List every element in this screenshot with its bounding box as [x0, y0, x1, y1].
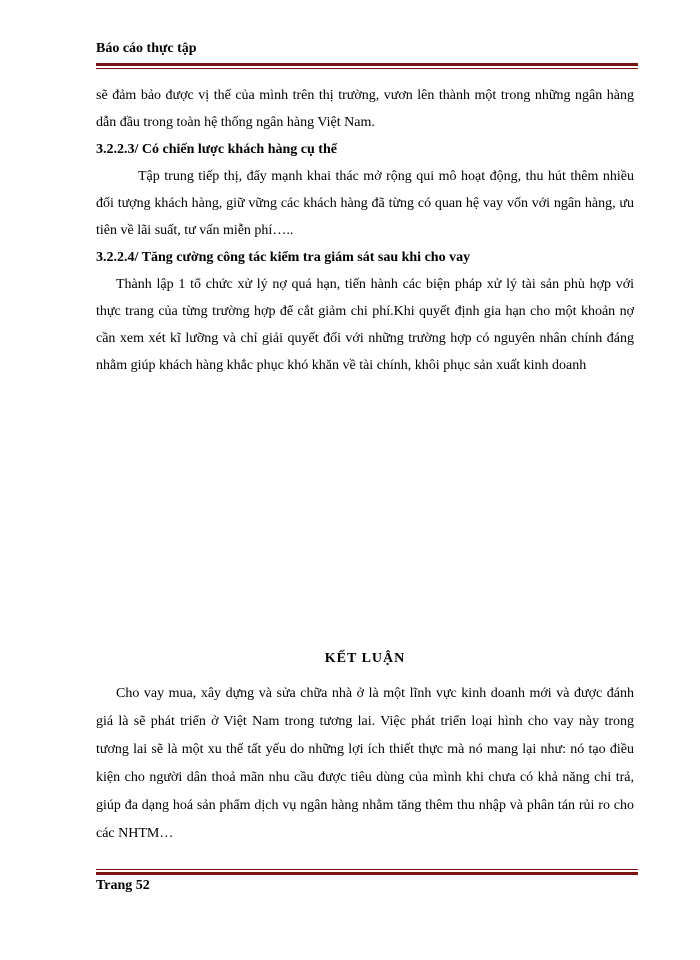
footer-divider [96, 869, 638, 875]
page-header-title: Báo cáo thực tập [96, 41, 197, 56]
conclusion-body [96, 680, 634, 848]
document-body [96, 82, 634, 379]
header-divider [96, 63, 638, 69]
paragraph-conclusion: Cho vay mua, xây dựng và sửa chữa nhà ở là một lĩnh vực kinh doanh mới và được đánh giá là sẽ phát triển ở Việt Nam trong tương lai. Việc phát triển loại hình cho vay này trong tương lai sẽ là một xu thế tất yếu do những lợi ích thiết thực mà nó mang lại như: nó tạo điều kiện cho người dân thoả mãn nhu cầu được tiêu dùng của mình khi chưa có khả năng chi trả, giúp đa dạng hoá sản phẩm dịch vụ ngân hàng nhằm tăng thêm thu nhập và phân tán rủi ro cho các NHTM… [96, 686, 634, 841]
page-number: Trang 52 [96, 878, 150, 893]
conclusion-title: KẾT LUẬN [324, 651, 406, 666]
section-heading-3-2-2-4: 3.2.2.4/ Tăng cường công tác kiểm tra giám sát sau khi cho vay [96, 250, 471, 265]
paragraph-loan-supervision: Thành lập 1 tổ chức xử lý nợ quá hạn, tiến hành các biện pháp xử lý tài sản phù hợp với thực trang của từng trường hợp để cắt giảm chi phí.Khi quyết định gia hạn cho một khoản nợ cần xem xét kĩ lưỡng và chỉ giải quyết đối với những trường hợp có nguyên nhân chính đáng nhằm giúp khách hàng khắc phục khó khăn về tài chính, khôi phục sản xuất kinh doanh [96, 277, 634, 373]
paragraph-intro: sẽ đảm bảo được vị thế của mình trên thị trường, vươn lên thành một trong những ngân hàng dẫn đầu trong toàn hệ thống ngân hàng Việt Nam. [96, 88, 634, 130]
section-heading-3-2-2-3: 3.2.2.3/ Có chiến lược khách hàng cụ thể [96, 142, 337, 157]
paragraph-customer-strategy: Tập trung tiếp thị, đẩy mạnh khai thác mở rộng qui mô hoạt động, thu hút thêm nhiều đối tượng khách hàng, giữ vững các khách hàng đã từng có quan hệ vay vốn với ngân hàng, ưu tiên về lãi suất, tư vấn miễn phí….. [96, 169, 634, 238]
